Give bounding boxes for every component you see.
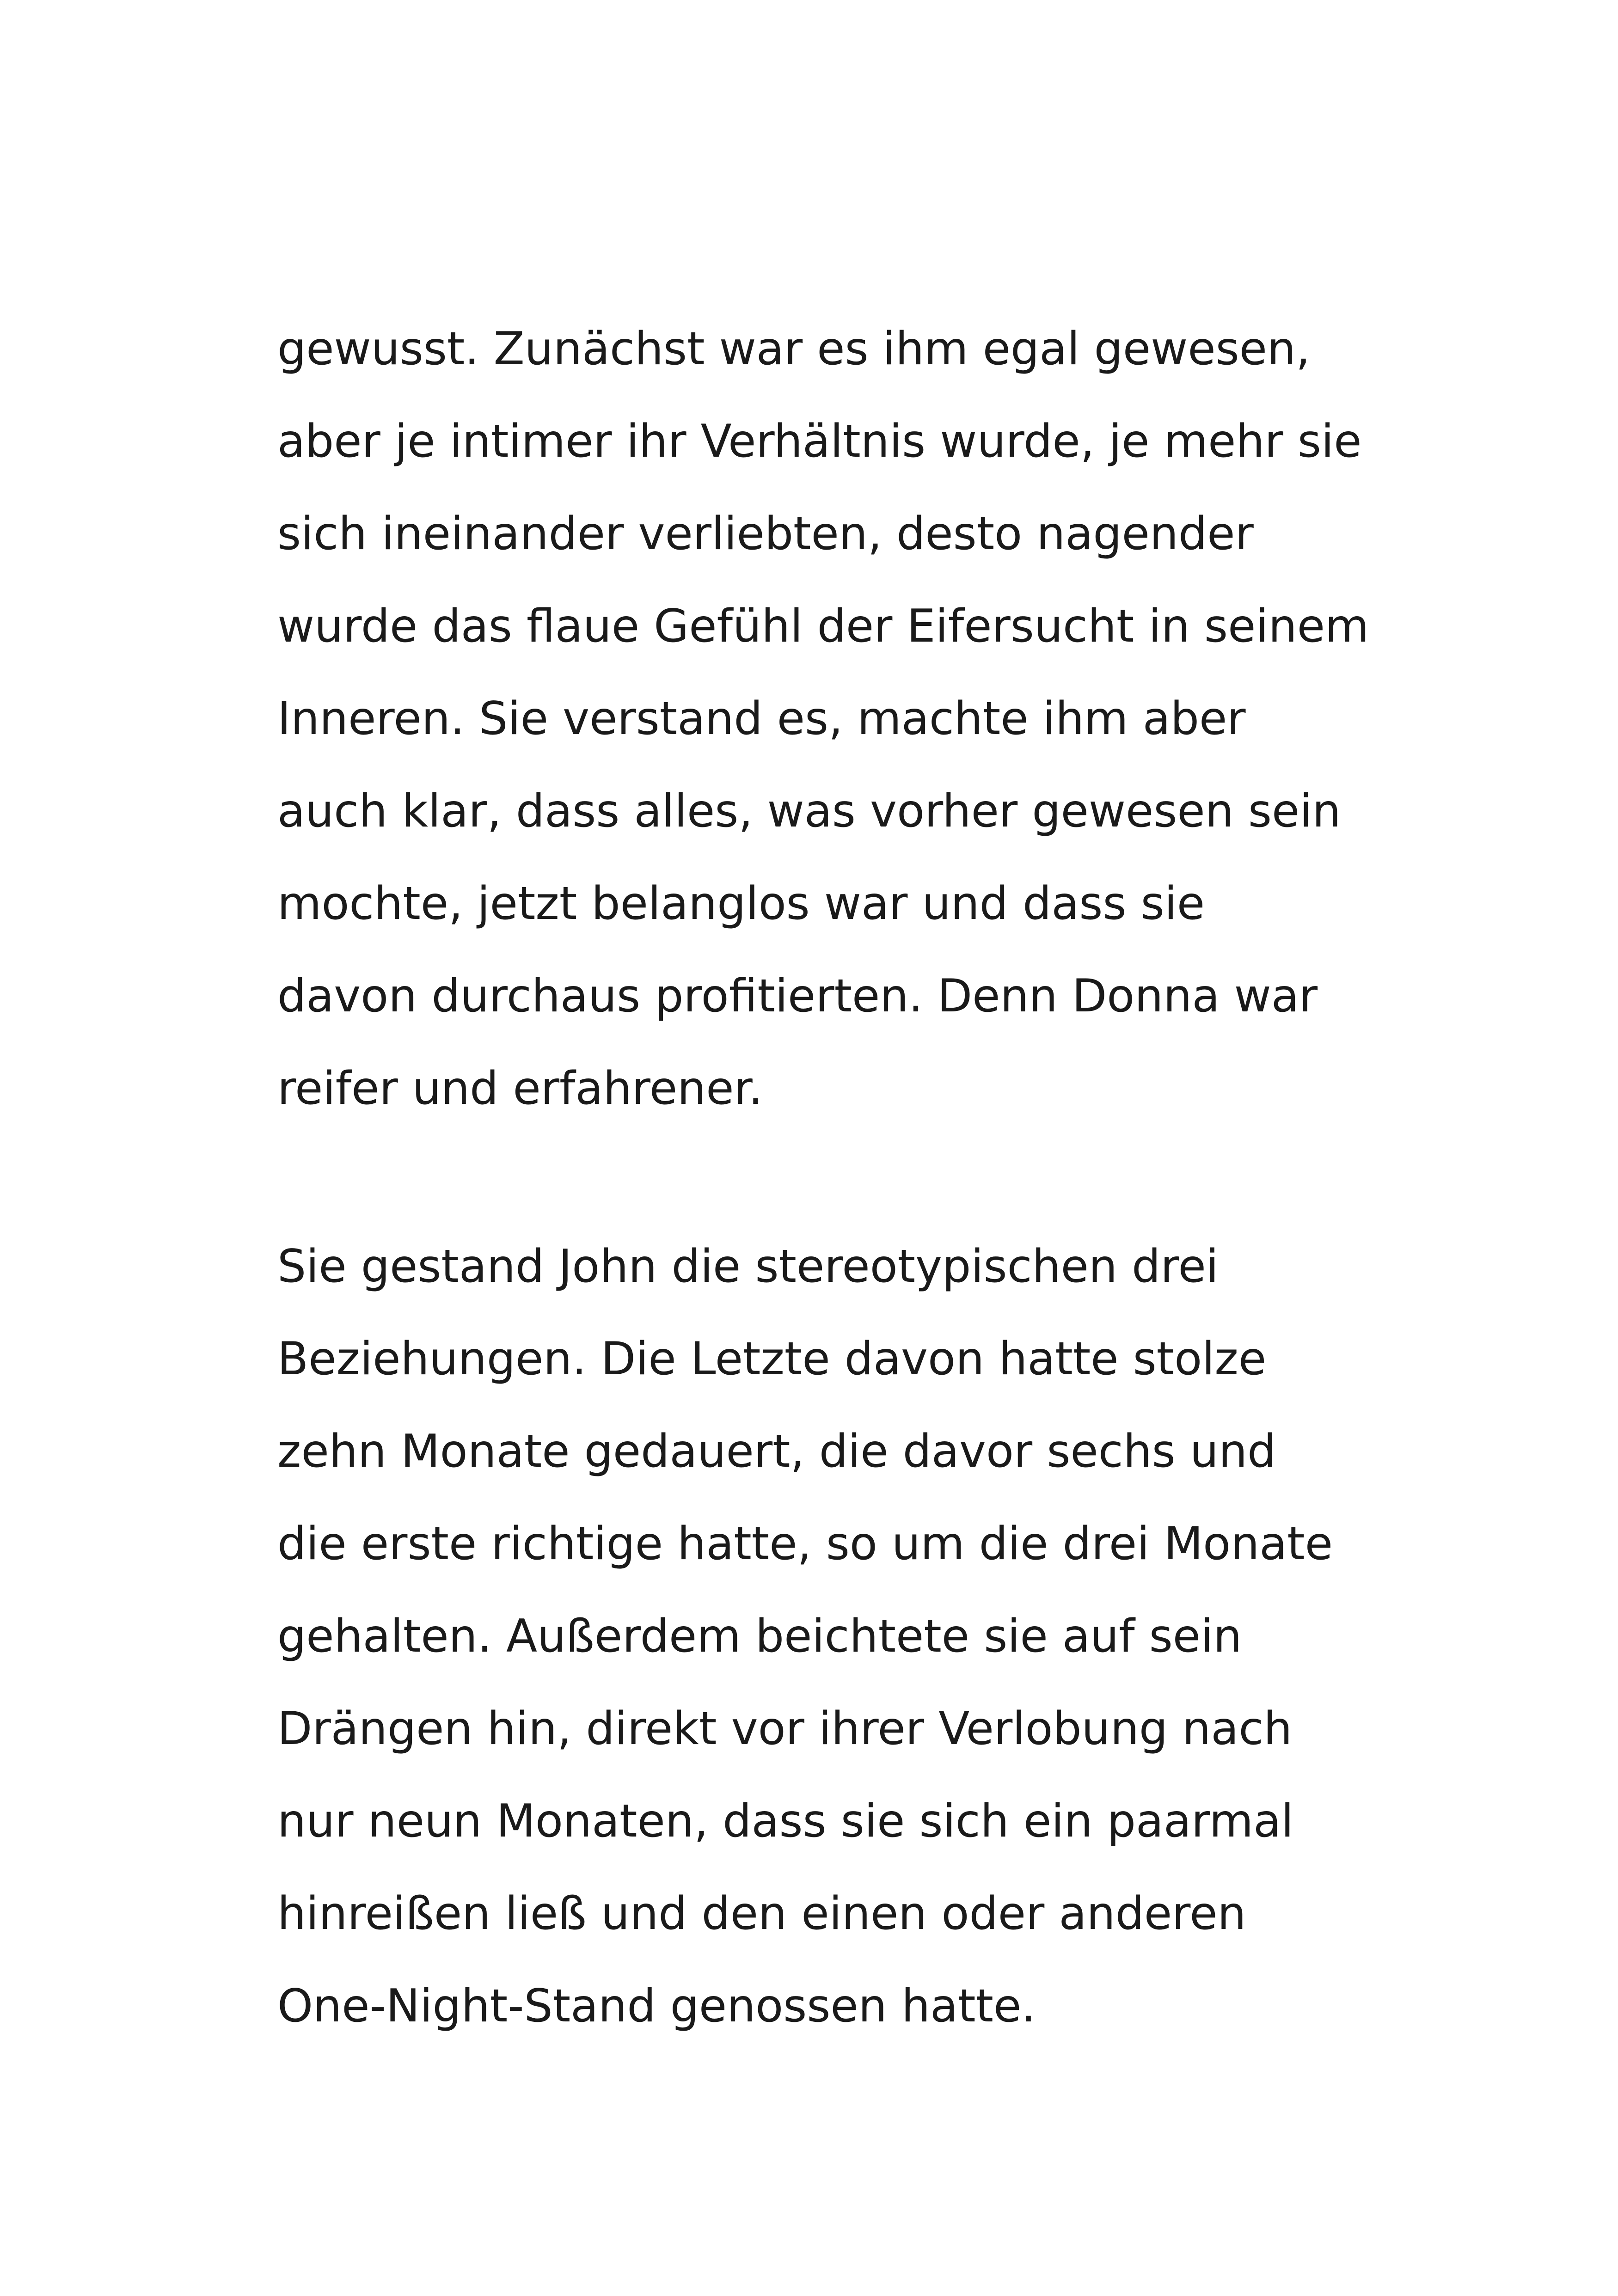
text-line: hinreißen ließ und den einen oder anderen [277, 1887, 1246, 1940]
text-line: die erste richtige hatte, so um die drei Monate [277, 1518, 1333, 1570]
paragraph-2 [277, 1220, 1387, 2052]
text-line: One-Night-Stand genossen hatte. [277, 1980, 1036, 2033]
text-line: mochte, jetzt belanglos war und dass sie [277, 877, 1205, 930]
text-line: sich ineinander verliebten, desto nagender [277, 508, 1254, 560]
text-line: gewusst. Zunächst war es ihm egal gewesen, [277, 323, 1311, 375]
text-line: Drängen hin, direkt vor ihrer Verlobung nach [277, 1702, 1293, 1755]
text-line: nur neun Monaten, dass sie sich ein paarmal [277, 1795, 1294, 1848]
text-line: Inneren. Sie verstand es, machte ihm aber [277, 692, 1246, 745]
text-line: zehn Monate gedauert, die davor sechs und [277, 1425, 1276, 1478]
paragraph-1 [277, 303, 1387, 1135]
text-line: Sie gestand John die stereotypischen drei [277, 1240, 1219, 1293]
text-line: reifer und erfahrener. [277, 1062, 763, 1115]
text-line: davon durchaus profitierten. Denn Donna war [277, 970, 1318, 1022]
text-line: Beziehungen. Die Letzte davon hatte stolze [277, 1333, 1267, 1385]
text-line: gehalten. Außerdem beichtete sie auf sein [277, 1610, 1242, 1663]
text-line: wurde das flaue Gefühl der Eifersucht in seinem [277, 600, 1369, 653]
text-line: auch klar, dass alles, was vorher gewesen sein [277, 785, 1341, 838]
text-line: aber je intimer ihr Verhältnis wurde, je mehr sie [277, 415, 1362, 468]
